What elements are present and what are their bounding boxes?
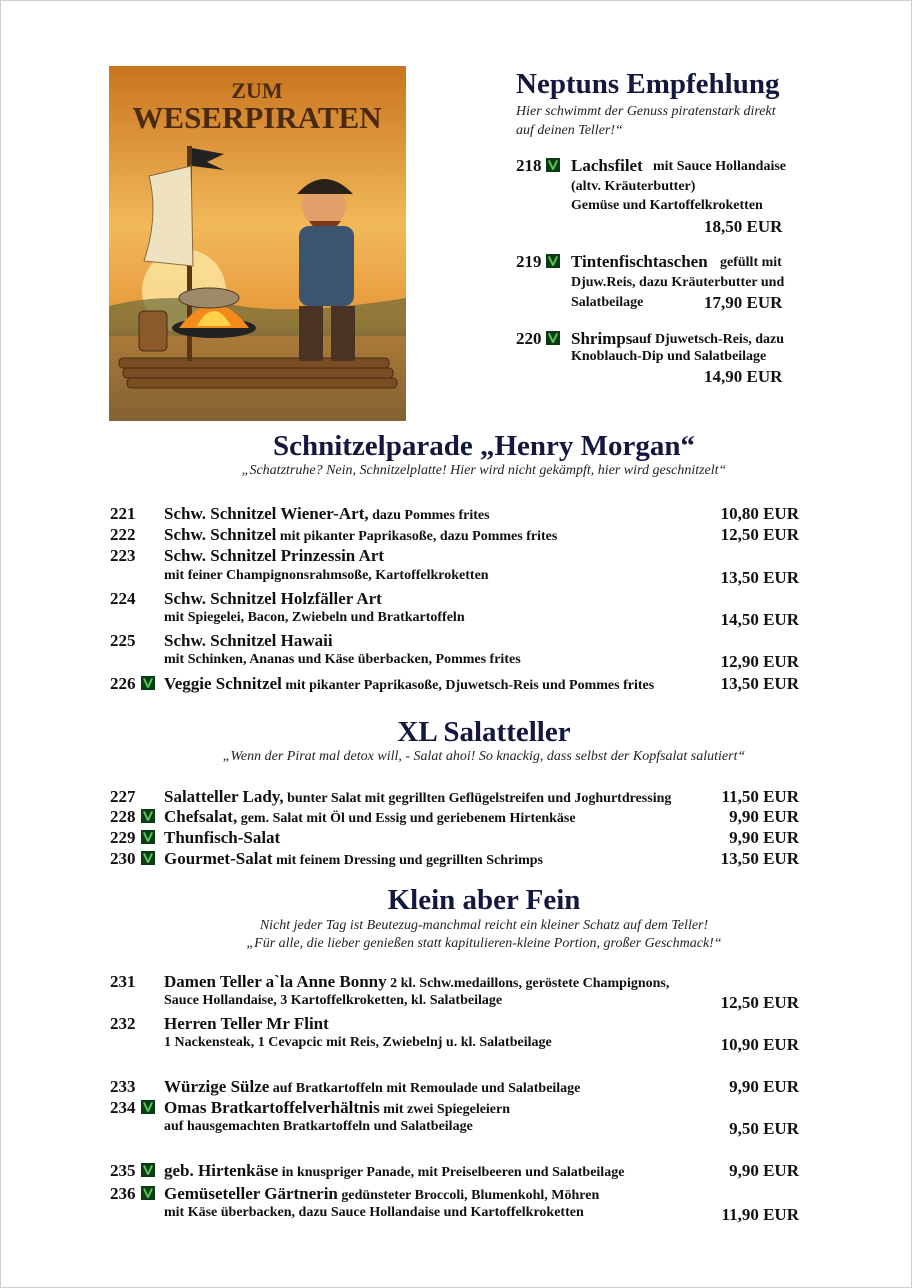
vegetarian-icon (141, 676, 155, 690)
menu-item-detail: mit Käse überbacken, dazu Sauce Hollandaise und Kartoffelkroketten 11,90 EUR (164, 1205, 799, 1224)
vegetarian-icon (141, 1186, 155, 1200)
poster-title-line1: ZUM (231, 78, 283, 103)
pirate-poster (109, 66, 406, 421)
vegetarian-icon (141, 1100, 155, 1114)
klein-tagline-1: Nicht jeder Tag ist Beutezug-manchmal reicht ein kleiner Schatz auf dem Teller! (259, 918, 709, 933)
schnitzel-tagline: „Schatztruhe? Nein, Schnitzelplatte! Hier wird nicht gekämpft, hier wird geschnitzelt“ (241, 463, 727, 478)
menu-item: 236 Gemüseteller Gärtnerin gedünsteter Broccoli, Blumenkohl, Möhren (110, 1184, 600, 1203)
menu-item: 233 Würzige Sülze auf Bratkartoffeln mit Remoulade und Salatbeilage 9,90 EUR (110, 1077, 799, 1096)
menu-item: 225 Schw. Schnitzel Hawaii (110, 631, 333, 650)
menu-item-detail: mit Spiegelei, Bacon, Zwiebeln und Bratkartoffeln 14,50 EUR (164, 610, 799, 629)
neptun-tagline-2: auf deinen Teller!“ (516, 123, 623, 138)
menu-item: 229 Thunfisch-Salat 9,90 EUR (110, 828, 799, 847)
neptun-tagline-1: Hier schwimmt der Genuss piratenstark direkt (516, 104, 776, 119)
menu-item-detail: mit feiner Champignonsrahmsoße, Kartoffelkroketten 13,50 EUR (164, 568, 799, 587)
vegetarian-icon (141, 830, 155, 844)
vegetarian-icon (141, 809, 155, 823)
neptun-title: Neptuns Empfehlung (516, 68, 780, 100)
menu-item: 221 Schw. Schnitzel Wiener-Art, dazu Pommes frites 10,80 EUR (110, 504, 799, 523)
klein-title: Klein aber Fein (387, 884, 581, 916)
vegetarian-icon (141, 1163, 155, 1177)
raft (119, 358, 397, 388)
vegetarian-icon (141, 851, 155, 865)
menu-item-detail: Sauce Hollandaise, 3 Kartoffelkroketten, kl. Salatbeilage 12,50 EUR (164, 993, 799, 1012)
menu-item: 226 Veggie Schnitzel mit pikanter Paprikasoße, Djuwetsch-Reis und Pommes frites 13,50 EUR (110, 674, 799, 693)
menu-item: 232 Herren Teller Mr Flint (110, 1014, 329, 1033)
menu-item: 218 Lachsfilet mit Sauce Hollandaise (altv. Kräuterbutter) Gemüse und Kartoffelkroketten 18,50 EUR (516, 156, 787, 236)
menu-item: 222 Schw. Schnitzel mit pikanter Paprikasoße, dazu Pommes frites 12,50 EUR (110, 525, 799, 544)
vegetarian-icon (546, 254, 560, 268)
menu-item-detail: 1 Nackensteak, 1 Cevapcic mit Reis, Zwiebelnj u. kl. Salatbeilage 10,90 EUR (164, 1035, 799, 1054)
poster-title-line2: WESERPIRATEN (132, 100, 382, 135)
menu-item: 231 Damen Teller a`la Anne Bonny 2 kl. Schw.medaillons, geröstete Champignons, (110, 972, 670, 991)
vegetarian-icon (546, 331, 560, 345)
menu-item: 230 Gourmet-Salat mit feinem Dressing und gegrillten Schrimps 13,50 EUR (110, 849, 799, 868)
klein-tagline-2: „Für alle, die lieber genießen statt kapitulieren-kleine Portion, großer Geschmack!“ (246, 936, 722, 951)
menu-item: 223 Schw. Schnitzel Prinzessin Art (110, 546, 385, 565)
menu-item: 219 Tintenfischtaschen gefüllt mit Djuw.Reis, dazu Kräuterbutter und Salatbeilage 17,90 EUR (516, 252, 785, 312)
menu-item: 220 Shrimps auf Djuwetsch-Reis, dazu Knoblauch-Dip und Salatbeilage 14,90 EUR (516, 329, 785, 386)
menu-item: 224 Schw. Schnitzel Holzfäller Art (110, 589, 382, 608)
menu-item: 227 Salatteller Lady, bunter Salat mit gegrillten Geflügelstreifen und Joghurtdressing 11,50 EUR (110, 787, 799, 806)
vegetarian-icon (546, 158, 560, 172)
schnitzel-title: Schnitzelparade „Henry Morgan“ (272, 430, 696, 462)
menu-item-detail: mit Schinken, Ananas und Käse überbacken, Pommes frites 12,90 EUR (164, 652, 799, 671)
menu-item: 235 geb. Hirtenkäse in knuspriger Panade, mit Preiselbeeren und Salatbeilage 9,90 EUR (110, 1161, 799, 1180)
salat-title: XL Salatteller (397, 716, 571, 748)
menu-item: 234 Omas Bratkartoffelverhältnis mit zwei Spiegeleiern (110, 1098, 511, 1117)
menu-item-detail: auf hausgemachten Bratkartoffeln und Salatbeilage 9,50 EUR (164, 1119, 799, 1138)
menu-item: 228 Chefsalat, gem. Salat mit Öl und Essig und geriebenem Hirtenkäse 9,90 EUR (110, 807, 799, 826)
salat-tagline: „Wenn der Pirat mal detox will, - Salat ahoi! So knackig, dass selbst der Kopfsalat salutiert“ (222, 749, 746, 764)
